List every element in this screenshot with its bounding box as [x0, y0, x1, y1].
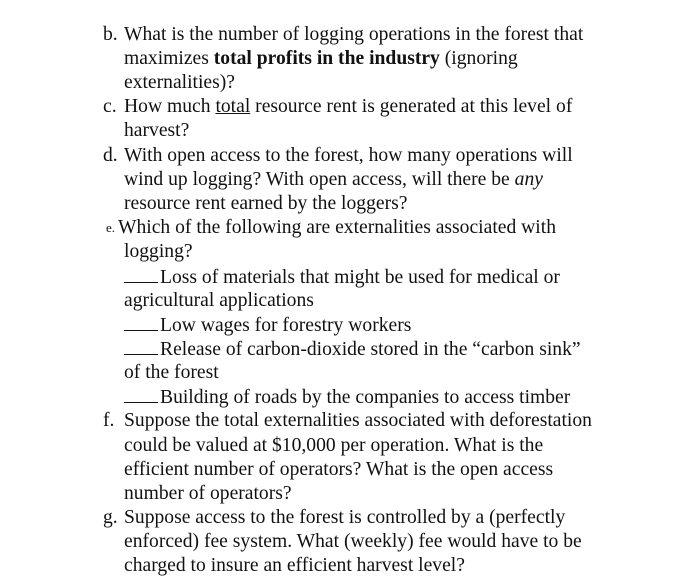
- question-c-line-1: How much total resource rent is generated at this level of: [124, 96, 573, 117]
- answer-blank[interactable]: [124, 385, 158, 403]
- answer-blank[interactable]: [124, 265, 158, 283]
- question-c-label: c.: [103, 96, 117, 117]
- option-3-line-1: Release of carbon-dioxide stored in the “carbon sink”: [124, 337, 581, 362]
- option-1-line-2: agricultural applications: [124, 290, 314, 311]
- question-g-label: g.: [103, 507, 118, 528]
- question-b-line-2: maximizes total profits in the industry (ignoring: [124, 48, 518, 69]
- question-g-line-3: charged to insure an efficient harvest level?: [124, 555, 465, 576]
- question-b-label: b.: [103, 24, 118, 45]
- question-d-line-1: With open access to the forest, how many operations will: [124, 145, 573, 166]
- question-f-label: f.: [103, 410, 115, 431]
- question-e-line-2: logging?: [124, 241, 193, 262]
- question-b-line-3: externalities)?: [124, 72, 235, 93]
- question-f-line-1: Suppose the total externalities associated with deforestation: [124, 410, 592, 431]
- answer-blank[interactable]: [124, 313, 158, 331]
- question-b-line-1: What is the number of logging operations in the forest that: [124, 24, 584, 45]
- question-d-emphasis: any: [514, 169, 543, 190]
- question-b-emphasis: total profits in the industry: [213, 48, 440, 69]
- question-d-line-2: wind up logging? With open access, will there be any: [124, 169, 543, 190]
- question-f-line-2: could be valued at $10,000 per operation. What is the: [124, 435, 544, 456]
- answer-blank[interactable]: [124, 337, 158, 355]
- question-c-underline: total: [215, 96, 251, 117]
- question-c-line-2: harvest?: [124, 120, 190, 141]
- question-f-line-3: efficient number of operators? What is the open access: [124, 459, 554, 480]
- question-g-line-1: Suppose access to the forest is controlled by a (perfectly: [124, 507, 566, 528]
- option-3-line-2: of the forest: [124, 362, 219, 383]
- question-d-line-3: resource rent earned by the loggers?: [124, 193, 408, 214]
- question-d-label: d.: [103, 145, 118, 166]
- question-e-line-1: Which of the following are externalities associated with: [118, 217, 556, 238]
- option-4: Building of roads by the companies to access timber: [124, 385, 570, 410]
- question-g-line-2: enforced) fee system. What (weekly) fee would have to be: [124, 531, 582, 552]
- option-1-line-1: Loss of materials that might be used for medical or: [124, 265, 560, 290]
- question-e-label: e.: [106, 220, 116, 235]
- question-f-line-4: number of operators?: [124, 483, 292, 504]
- option-2: Low wages for forestry workers: [124, 313, 411, 338]
